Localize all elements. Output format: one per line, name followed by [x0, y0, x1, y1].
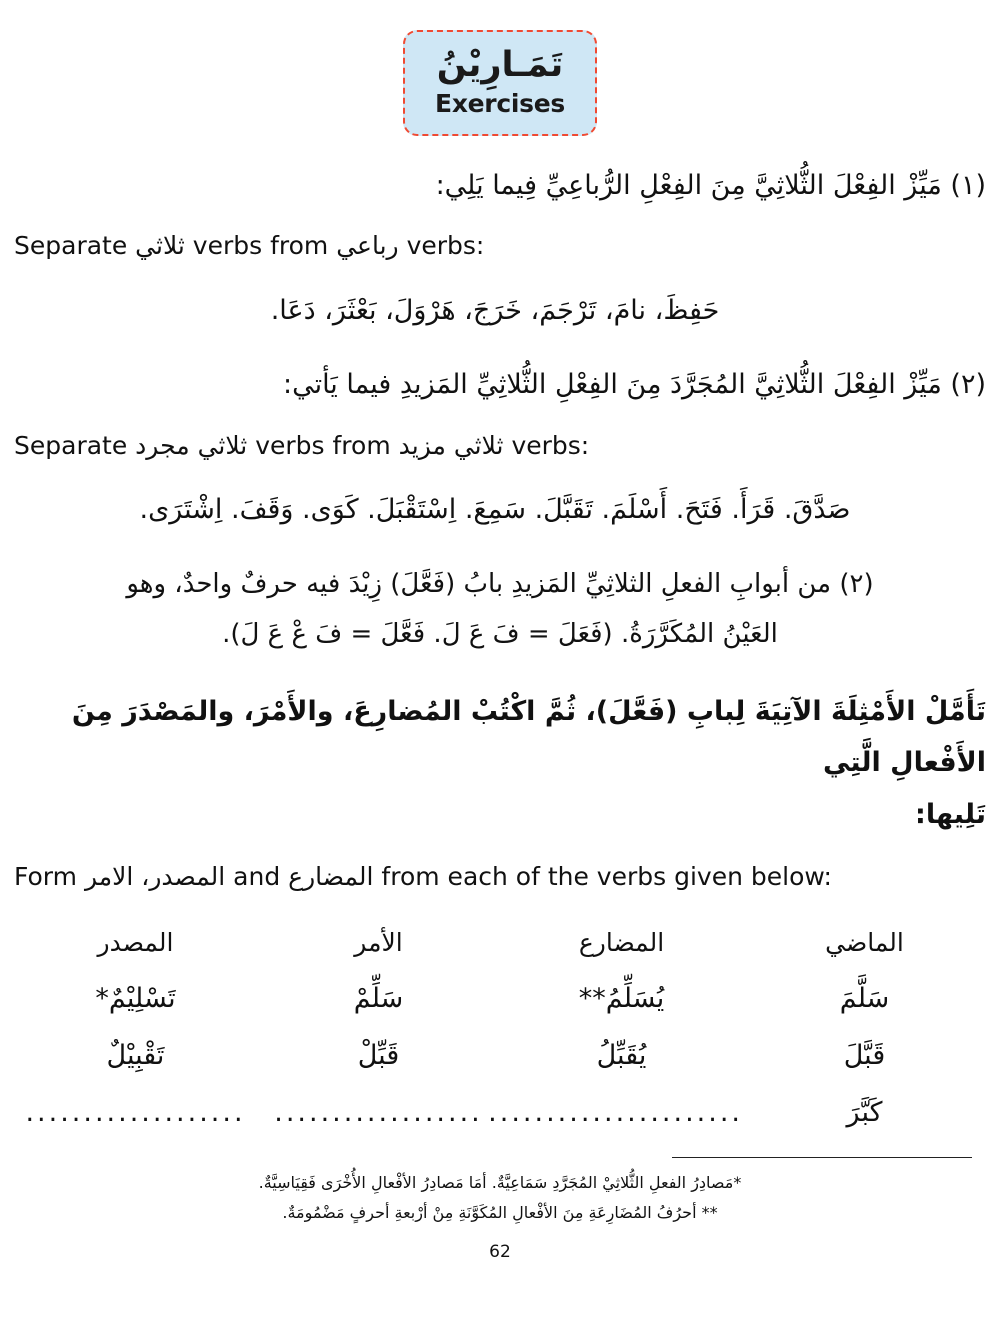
cell-madi: قَبَّلَ [843, 1040, 886, 1072]
table-row [14, 970, 986, 1027]
instruction-en-suffix: from each of the verbs given below: [373, 861, 832, 891]
exercise-1-en-arabic-term-2: رباعي [336, 231, 399, 261]
grammar-note [14, 559, 986, 660]
cell-madi: كَبَّرَ [846, 1097, 883, 1129]
exercise-2-question-english [14, 427, 986, 465]
instruction-en-mid: and [225, 861, 289, 891]
exercise-2-word-list: صَدَّقَ. قَرَأَ. فَتَحَ. أَسْلَمَ. تَقَبَّلَ. سَمِعَ. اِسْتَقْبَلَ. كَوَى. وَقَفَ. اِشْتَرَى. [139, 494, 851, 526]
cell-madi: سَلَّمَ [839, 983, 890, 1015]
table-row [14, 1027, 986, 1084]
exercise-1-word-list: حَفِظَ، نامَ، تَرْجَمَ، خَرَجَ، هَرْوَلَ، بَعْثَرَ، دَعَا. [270, 294, 720, 326]
footnote-2: ** أحرُفُ المُضَارِعَةِ مِنَ الأفْعالِ المُكَوَّنَةِ مِنْ أرْبعةِ أحرفٍ مَضْمُومَةٌ. [282, 1203, 718, 1223]
exercise-1-en-arabic-term-1: ثلاثي [135, 231, 185, 261]
table-header-row [14, 915, 986, 970]
exercise-2-en-mid: verbs from [247, 430, 399, 460]
instruction-arabic-line-1: تَأَمَّلْ الأَمْثِلَةَ الآتِيَةَ لِبابِ (فَعَّلَ)، ثُمَّ اكْتُبْ المُضارِعَ، والأَمْرَ، والمَصْدَرَ مِنَ الأَفْعالِ الَّتِي [71, 696, 986, 779]
column-header-masdar: المصدر [97, 928, 174, 958]
cell-mudari-blank[interactable]: ...................... [488, 1097, 743, 1129]
column-header-madi: الماضي [825, 928, 904, 958]
table-row [14, 1084, 986, 1141]
cell-amr: قَبِّلْ [357, 1040, 400, 1072]
footnote-divider [672, 1157, 972, 1158]
grammar-note-line-2: العَيْنُ المُكَرَّرَةُ. (فَعَلَ = فَ عَ لَ. فَعَّلَ = فَ عْ عَ لَ). [222, 619, 778, 650]
cell-amr-blank[interactable]: .................. [274, 1097, 483, 1129]
exercise-1-en-prefix: Separate [14, 231, 136, 261]
exercises-title-arabic: تَمَـارِيْنُ [436, 44, 564, 85]
exercises-title-box [403, 30, 597, 136]
conjugation-table-body [14, 970, 986, 1141]
exercise-1-question-english [14, 227, 986, 265]
column-header-mudari: المضارع [578, 928, 665, 958]
page-number: 62 [489, 1241, 511, 1262]
cell-masdar-blank[interactable]: ................... [25, 1097, 246, 1129]
instruction-en-arabic-term-1: المصدر، الامر [84, 861, 226, 891]
page-content [0, 162, 1000, 1262]
grammar-note-line-1: (٢) من أبوابِ الفعلِ الثلاثِيِّ المَزيدِ بابُ (فَعَّلَ) زِيْدَ فيه حرفٌ واحدٌ، وهو [126, 568, 874, 599]
instruction-en-prefix: Form [14, 861, 85, 891]
cell-mudari: يُقَبِّلُ [596, 1040, 647, 1072]
column-header-amr: الأمر [354, 928, 403, 958]
instruction-arabic-line-2: تَلِيها: [915, 798, 986, 830]
exercise-1-en-mid: verbs from [184, 231, 337, 261]
cell-mudari: يُسَلِّمُ** [578, 983, 665, 1015]
exercises-title-english: Exercises [435, 89, 565, 119]
instruction-arabic [14, 686, 986, 840]
footnote-1: *مَصادِرُ الفعلِ الثُّلاثِيْ المُجَرَّدِ سَمَاعِيَّةٌ. أمَا مَصادِرُ الأفْعالِ الأُخْرَى فَقِيَاسِيَّةٌ. [258, 1173, 742, 1193]
exercise-1-question-arabic: (١) مَيِّزْ الفِعْلَ الثُّلاثِيَّ مِنَ الفِعْلِ الرُّباعِيِّ فِيما يَلِي: [435, 170, 986, 201]
exercise-2-en-arabic-term-2: ثلاثي مزيد [398, 430, 504, 460]
exercise-2-question-arabic: (٢) مَيِّزْ الفِعْلَ الثُّلاثِيَّ المُجَرَّدَ مِنَ الفِعْلِ الثُّلاثِيِّ المَزيدِ فيما يَأتي: [282, 369, 986, 401]
cell-masdar: تَسْلِيْمٌ* [95, 983, 176, 1015]
exercise-2-en-arabic-term-1: ثلاثي مجرد [135, 430, 248, 460]
footnotes [14, 1168, 986, 1227]
exercise-1-en-suffix: verbs: [398, 231, 485, 261]
exercise-2-en-suffix: verbs: [503, 430, 590, 460]
cell-masdar: تَقْبِيْلٌ [106, 1040, 165, 1072]
exercise-2-en-prefix: Separate [14, 430, 136, 460]
instruction-en-arabic-term-2: المضارع [288, 861, 374, 891]
cell-amr: سَلِّمْ [353, 983, 404, 1015]
conjugation-table-head [14, 915, 986, 970]
conjugation-table [14, 915, 986, 1141]
exercises-header [0, 0, 1000, 136]
instruction-english [14, 858, 986, 896]
